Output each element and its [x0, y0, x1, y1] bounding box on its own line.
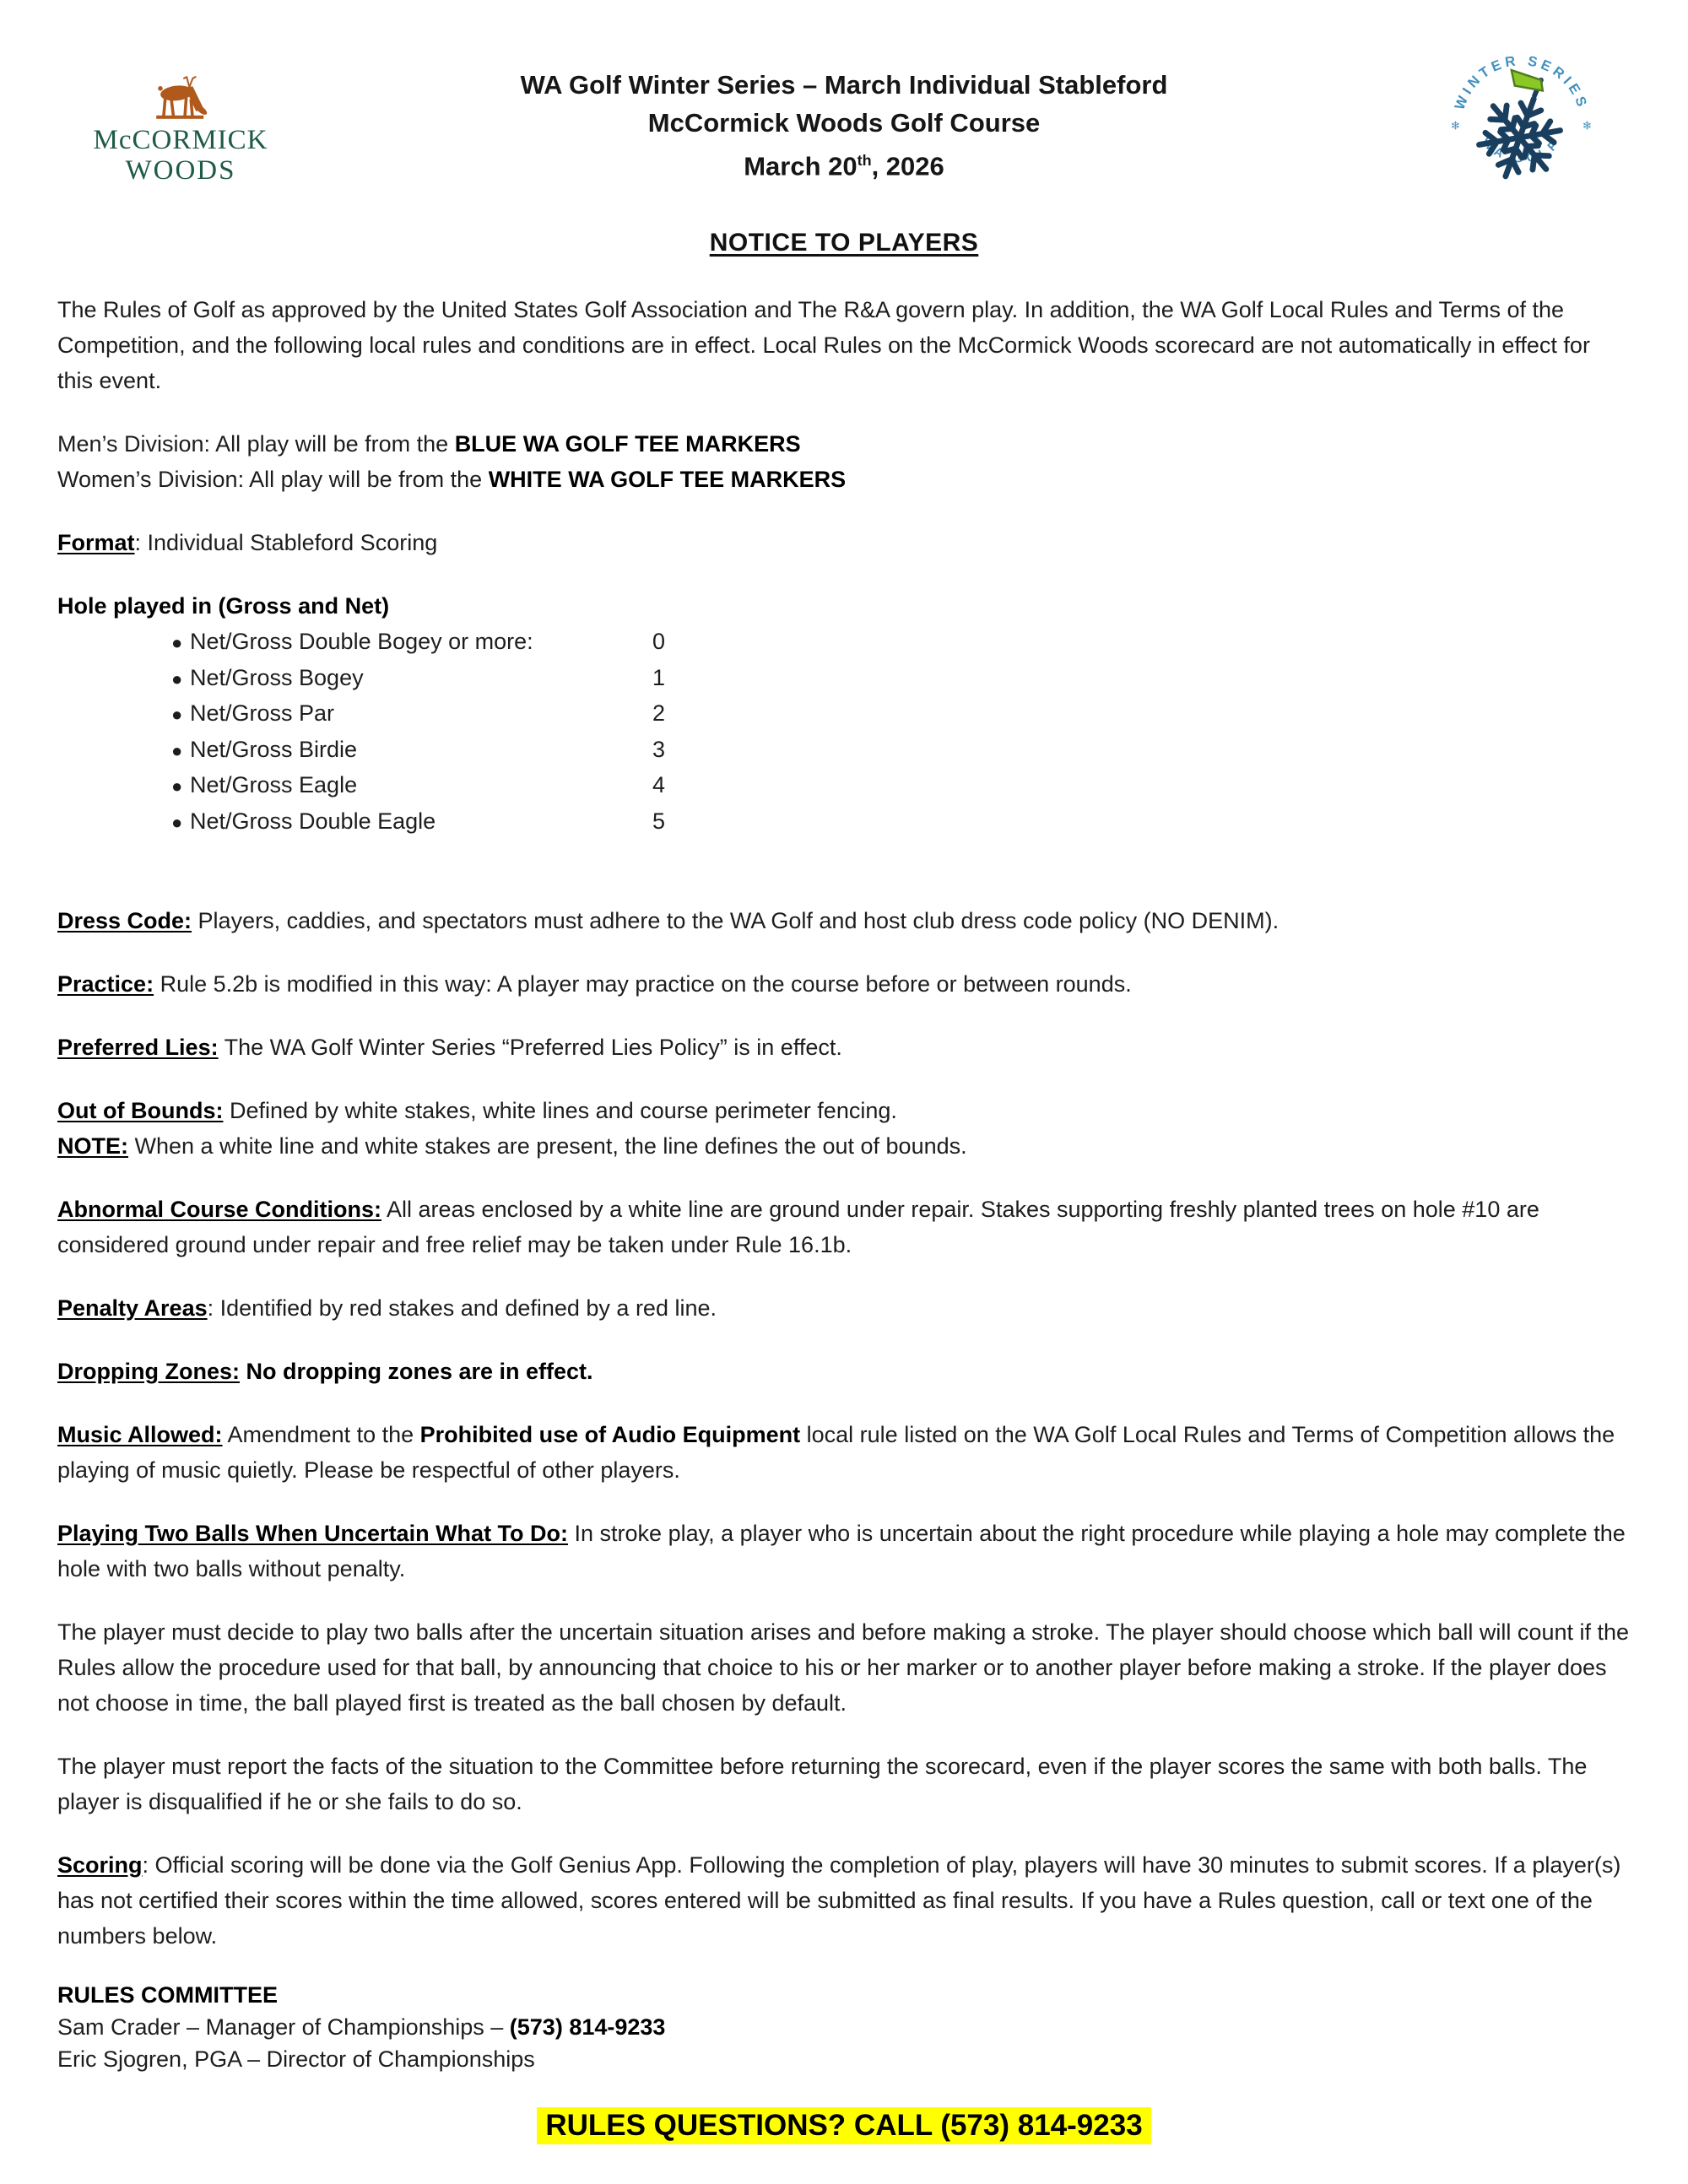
dress-code-section: Dress Code: Players, caddies, and spectators must adhere to the WA Golf and host club dress code policy (NO DENIM).	[57, 908, 1280, 933]
practice-section: Practice: Rule 5.2b is modified in this way: A player may practice on the course before or between rounds.	[57, 971, 1132, 997]
bullet-icon: ●	[171, 704, 183, 725]
preferred-lies-section: Preferred Lies: The WA Golf Winter Series “Preferred Lies Policy” is in effect.	[57, 1035, 842, 1060]
two-balls-label: Playing Two Balls When Uncertain What To Do:	[57, 1521, 569, 1546]
out-of-bounds-label: Out of Bounds:	[57, 1098, 224, 1123]
abnormal-conditions-section: Abnormal Course Conditions: All areas enclosed by a white line are ground under repair. Stakes supporting freshly planted trees on hole #10 are considered ground under repair and free relief may be taken under Rule 16.1b.	[57, 1197, 1539, 1257]
winter-series-badge	[1439, 41, 1604, 205]
rules-questions-banner: RULES QUESTIONS? CALL (573) 814-9233	[537, 2107, 1150, 2144]
logo-text-line1: McCORMICK	[93, 125, 268, 155]
list-item: ● Net/Gross Par 2	[171, 695, 1631, 732]
scoring-label: Scoring	[57, 1852, 143, 1878]
penalty-areas-section: Penalty Areas: Identified by red stakes and defined by a red line.	[57, 1295, 717, 1321]
snowflake-accent-right-icon: ❄	[1582, 119, 1593, 132]
preferred-lies-label: Preferred Lies:	[57, 1035, 219, 1060]
badge-top-arc-text: WINTER SERIES	[1451, 51, 1592, 112]
notice-heading: NOTICE TO PLAYERS	[709, 229, 979, 257]
two-balls-decide-paragraph: The player must decide to play two balls after the uncertain situation arises and before making a stroke. The player should choose which ball will count if the Rules allow the procedure used for that ball, by announcing that choice to his or her marker or to another player before making a stroke. If the player does not choose in time, the ball played first is treated as the ball chosen by default.	[57, 1619, 1630, 1716]
bullet-icon: ●	[171, 811, 183, 833]
badge-bottom-arc-text: WA GOLF	[1479, 135, 1564, 166]
event-date: March 20th, 2026	[744, 151, 944, 181]
document-header	[0, 0, 1688, 257]
logo-text-line2: WOODS	[125, 155, 236, 186]
bullet-icon: ●	[171, 668, 183, 689]
womens-division-text: Women’s Division: All play will be from the	[57, 467, 489, 492]
rules-committee-heading: RULES COMMITTEE	[57, 1982, 278, 2008]
list-item: ● Net/Gross Birdie 3	[171, 732, 1631, 768]
points-value: 1	[652, 664, 666, 690]
audio-equipment-rule: Prohibited use of Audio Equipment	[419, 1422, 801, 1447]
stableford-heading: Hole played in (Gross and Net)	[57, 593, 390, 619]
course-name: McCormick Woods Golf Course	[647, 108, 1041, 138]
rules-committee-block	[57, 1979, 1631, 2075]
out-of-bounds-section: Out of Bounds: Defined by white stakes, white lines and course perimeter fencing. NOTE: When a white line and white stakes are present, the line defines the out of bounds.	[57, 1098, 967, 1159]
snowflake-icon	[1467, 80, 1572, 191]
intro-paragraph: The Rules of Golf as approved by the United States Golf Association and The R&A govern play. In addition, the WA Golf Local Rules and Terms of the Competition, and the following local rules and conditions are in effect. Local Rules on the McCormick Woods scorecard are not automatically in effect for this event.	[57, 297, 1590, 393]
womens-tee-markers: WHITE WA GOLF TEE MARKERS	[488, 467, 847, 492]
two-balls-section: Playing Two Balls When Uncertain What To Do: In stroke play, a player who is uncertain about the right procedure while playing a hole may complete the hole with two balls without penalty.	[57, 1521, 1626, 1581]
list-item: ● Net/Gross Bogey 1	[171, 660, 1631, 696]
committee-member-line: Eric Sjogren, PGA – Director of Championships	[57, 2046, 535, 2072]
stableford-points-list	[171, 624, 1631, 839]
rules-questions-banner-row	[57, 2107, 1631, 2145]
music-allowed-section: Music Allowed: Amendment to the Prohibited use of Audio Equipment local rule listed on the WA Golf Local Rules and Terms of Competition allows the playing of music quietly. Please be respectful of other players.	[57, 1422, 1615, 1483]
committee-phone: (573) 814-9233	[509, 2014, 666, 2040]
bullet-icon: ●	[171, 739, 183, 761]
date-ordinal: th	[857, 152, 872, 169]
list-item: ● Net/Gross Double Eagle 5	[171, 803, 1631, 840]
penalty-areas-label: Penalty Areas	[57, 1295, 208, 1321]
points-value: 3	[652, 736, 666, 762]
golf-flag-icon	[1512, 70, 1543, 90]
grazing-deer-icon	[138, 71, 223, 125]
bullet-icon: ●	[171, 776, 183, 797]
note-label: NOTE:	[57, 1133, 128, 1159]
format-label: Format	[57, 530, 135, 555]
points-value: 0	[652, 629, 666, 654]
scoring-section: Scoring: Official scoring will be done via the Golf Genius App. Following the completion of play, players will have 30 minutes to submit scores. If a player(s) has not certified their scores within the time allowed, scores entered will be submitted as final results. If you have a Rules question, call or text one of the numbers below.	[57, 1852, 1621, 1949]
dropping-zones-label: Dropping Zones:	[57, 1359, 240, 1384]
points-value: 4	[652, 772, 666, 797]
abnormal-conditions-label: Abnormal Course Conditions:	[57, 1197, 381, 1222]
mccormick-woods-logo	[81, 71, 280, 186]
bullet-icon: ●	[171, 632, 183, 653]
snowflake-accent-left-icon: ❄	[1450, 119, 1461, 132]
mens-tee-markers: BLUE WA GOLF TEE MARKERS	[454, 431, 801, 457]
event-title: WA Golf Winter Series – March Individual Stableford	[520, 70, 1168, 100]
points-value: 2	[652, 700, 666, 726]
committee-member-line: Sam Crader – Manager of Championships – (573) 814-9233	[57, 2014, 666, 2040]
points-value: 5	[652, 808, 666, 834]
mens-division-text: Men’s Division: All play will be from the	[57, 431, 455, 457]
practice-label: Practice:	[57, 971, 154, 997]
dropping-zones-section: Dropping Zones: No dropping zones are in effect.	[57, 1359, 593, 1384]
format-line: Format: Individual Stableford Scoring	[57, 530, 438, 555]
divisions-block	[57, 426, 1631, 497]
list-item: ● Net/Gross Eagle 4	[171, 767, 1631, 803]
document-body	[57, 292, 1631, 2145]
music-allowed-label: Music Allowed:	[57, 1422, 223, 1447]
two-balls-report-paragraph: The player must report the facts of the situation to the Committee before returning the scorecard, even if the player scores the same with both balls. The player is disqualified if he or she fails to do so.	[57, 1754, 1588, 1814]
list-item: ● Net/Gross Double Bogey or more: 0	[171, 624, 1631, 660]
dress-code-label: Dress Code:	[57, 908, 192, 933]
